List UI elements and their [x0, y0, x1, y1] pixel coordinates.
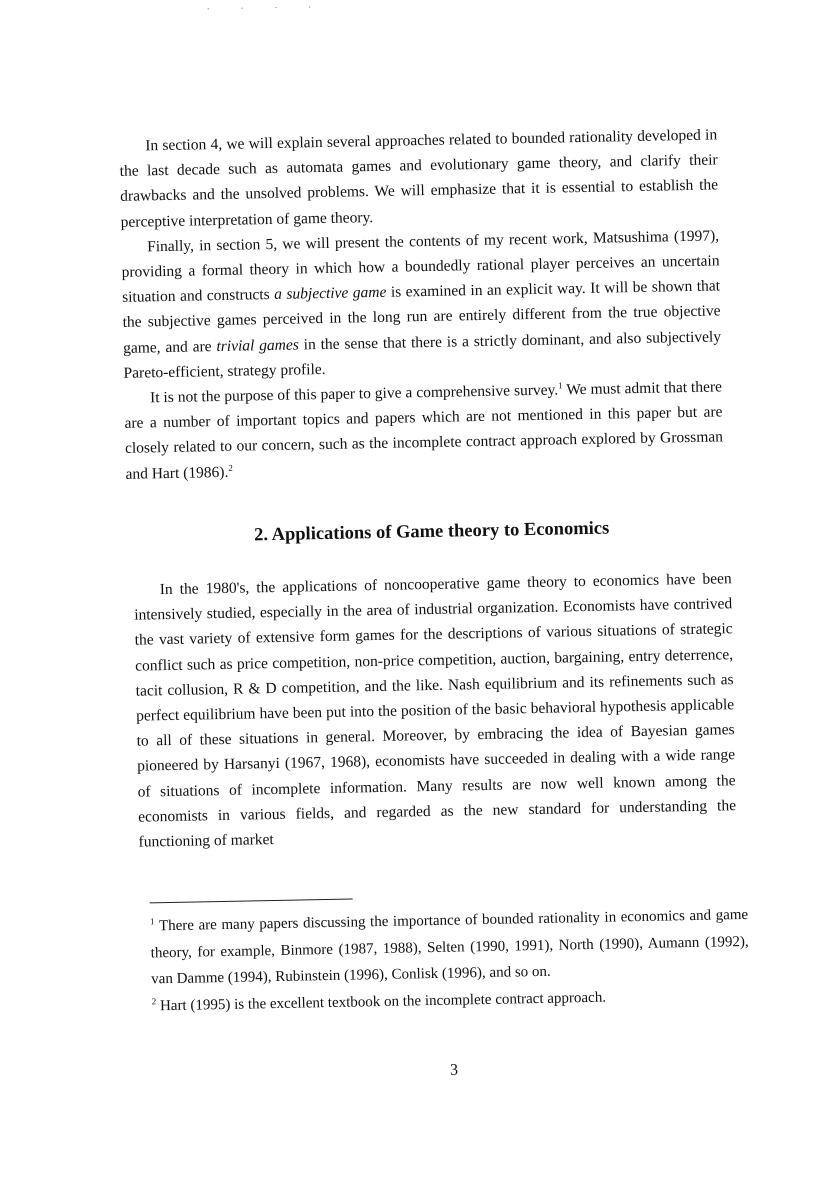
trivial-games-term: trivial games: [216, 336, 299, 355]
intro-paragraph-3-text-b: We must admit that there are a number of important topics and papers which are not mentioned in this paper but are closely related to our concern, such as the incomplete contract approach explored by Grossman and Hart (1986).: [124, 378, 724, 483]
page-number: 3: [449, 1061, 459, 1079]
intro-paragraph-2-text-c: in the sense that there is a strictly dominant, and also subjectively Pareto-efficient, strategy profile.: [123, 327, 722, 382]
footnote-2-text: Hart (1995) is the excellent textbook on the incomplete contract approach.: [156, 989, 607, 1014]
intro-paragraph-3-text-a: It is not the purpose of this paper to give a comprehensive survey.: [149, 381, 559, 407]
footnote-1-text: There are many papers discussing the importance of bounded rationality in economics and game theory, for example, Binmore (1987, 1988), Selten (1990, 1991), North (1990), Aumann (1992), van Damme (1994), Rubinstein (1996), Conlisk (1996), and so on.: [150, 906, 749, 988]
intro-paragraph-2: [121, 223, 722, 386]
footnote-divider: [150, 899, 353, 904]
footnote-ref-2[interactable]: 2: [228, 462, 233, 473]
intro-paragraph-3: [124, 374, 724, 486]
scan-artifact-dots: · · · ·: [206, 1, 326, 16]
footnote-2-marker: 2: [151, 995, 157, 1006]
footnote-1: [150, 902, 749, 993]
subjective-game-term: a subjective game: [274, 284, 387, 304]
footnote-1-marker: 1: [150, 916, 155, 927]
intro-paragraph-1-text: In section 4, we will explain several approaches related to bounded rationality developed in the last decade such as automata games and evolutionary game theory, and clarify their drawbacks and the unsolved problems. We will emphasize that it is essential to establish the perceptive interpretation of game theory.: [119, 126, 719, 231]
intro-text-block: [119, 122, 724, 486]
intro-paragraph-2-text-b: is examined in an explicit way. It will be shown that the subjective games perceived in the long run are entirely different from the true objective game, and are: [122, 277, 721, 357]
intro-paragraph-1: [119, 122, 719, 234]
footnote-ref-1[interactable]: 1: [557, 380, 563, 391]
section-heading: 2. Applications of Game theory to Economics: [253, 518, 610, 546]
intro-paragraph-2-text-a: Finally, in section 5, we will present the contents of my recent work, Matsushima (1997), providing a formal theory in which how a boundedly rational player perceives an uncertain situation and constructs: [121, 227, 720, 307]
section2-text-block: [134, 566, 737, 855]
section2-paragraph-1: In the 1980's, the applications of noncooperative game theory to economics have been intensively studied, especially in the area of industrial organization. Economists have contrived the vast variety of extensive form games for the descriptions of various situations of strategic conflict such as price competition, non-price competition, auction, bargaining, entry deterrence, tacit collusion, R & D competition, and the like. Nash equilibrium and its refinements such as perfect equilibrium have been put into the position of the basic behavioral hypothesis applicable to all of these situations in general. Moreover, by embracing the idea of Bayesian games pioneered by Harsanyi (1967, 1968), economists have succeeded in dealing with a wide range of situations of incomplete information. Many results are now well known among the economists in various fields, and regarded as the new standard for understanding the functioning of market: [134, 570, 737, 851]
footnotes: [150, 902, 750, 1019]
